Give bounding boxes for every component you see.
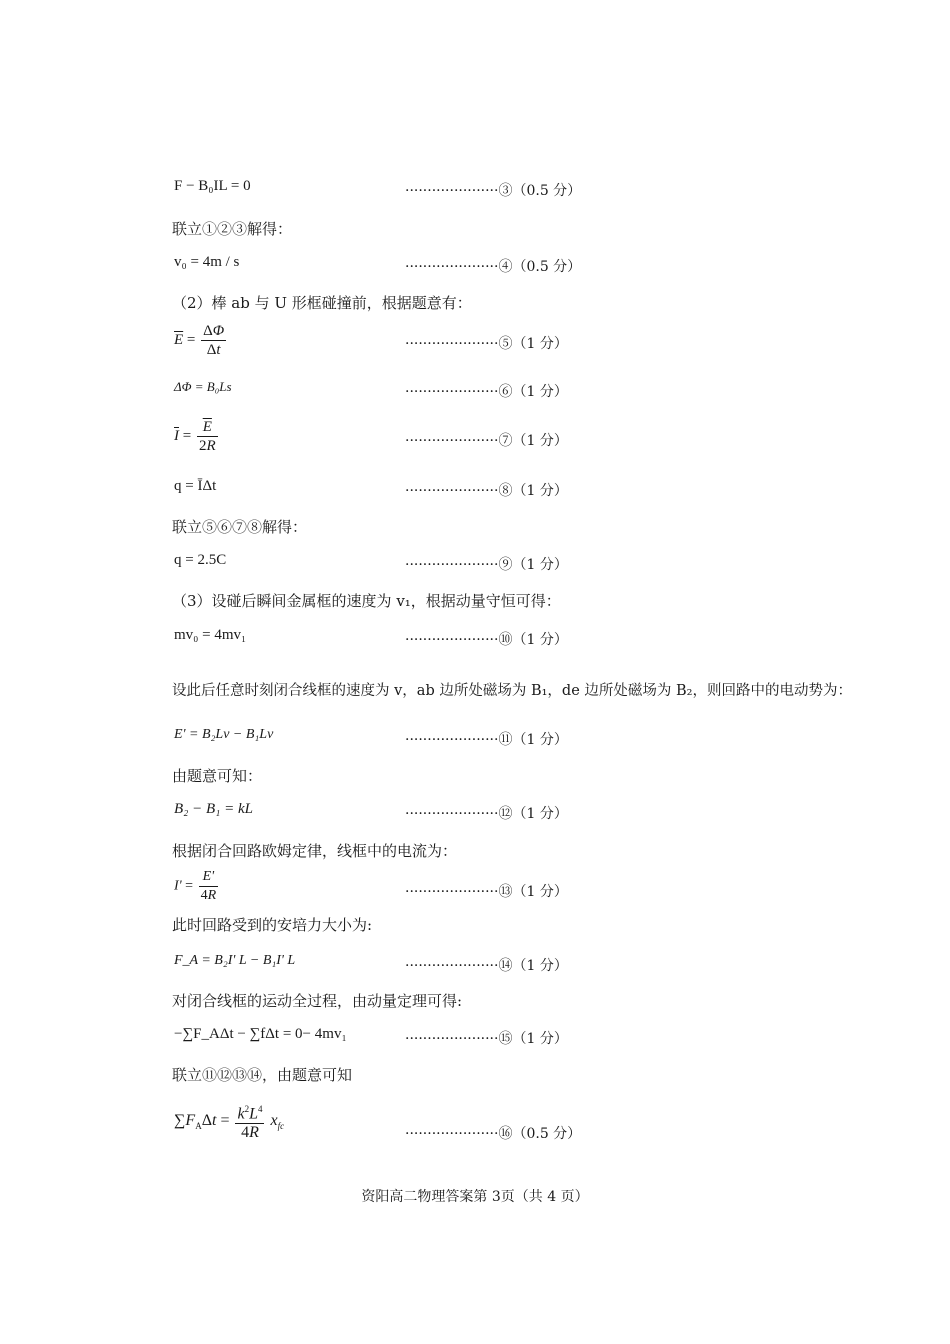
equation-12: B₂ − B₁ = kL	[174, 801, 253, 817]
combine-text-2: 联立⑤⑥⑦⑧解得：	[172, 518, 308, 536]
equation-15: −∑F_AΔt − ∑fΔt = 0− 4mv₁	[174, 1026, 347, 1042]
score-7: ·····················⑦（1 分）	[405, 433, 568, 449]
score-3: ·····················③（0.5 分）	[405, 183, 582, 199]
equation-13: I' = $\frac{E'}{4R}$	[174, 869, 217, 903]
equation-16: $\sum F_A\Delta t$ = $\frac{k^2L^4}{4R}$ $x_{fc}$	[174, 1100, 284, 1142]
score-4: ·····················④（0.5 分）	[405, 259, 582, 275]
equation-11: E' = B₂Lv − B₁Lv	[174, 727, 274, 742]
equation-6: ΔΦ = B₀Ls	[174, 379, 232, 394]
score-16: ·····················⑯（0.5 分）	[405, 1126, 582, 1142]
score-5: ·····················⑤（1 分）	[405, 336, 568, 352]
score-11: ·····················⑪（1 分）	[405, 732, 568, 748]
equation-7: $\overline{I}$ = $\frac{\overline{E}}{2R}$	[174, 419, 216, 454]
ohm-law-text: 根据闭合回路欧姆定律，线框中的电流为：	[172, 842, 458, 860]
score-14: ·····················⑭（1 分）	[405, 958, 568, 974]
equation-8: q = ĪΔt	[174, 478, 217, 494]
score-12: ·····················⑫（1 分）	[405, 806, 568, 822]
part2-heading: （2）棒 ab 与 U 形框碰撞前，根据题意有：	[172, 294, 472, 312]
score-9: ·····················⑨（1 分）	[405, 557, 568, 573]
given-text: 由题意可知：	[172, 767, 263, 785]
page-footer: 资阳高二物理答案第 3页（共 4 页）	[361, 1189, 589, 1205]
ampere-text: 此时回路受到的安培力大小为:	[172, 916, 373, 934]
score-6: ·····················⑥（1 分）	[405, 384, 568, 400]
score-10: ·····················⑩（1 分）	[405, 632, 568, 648]
momentum-text: 对闭合线框的运动全过程，由动量定理可得:	[172, 992, 463, 1010]
equation-14: F_A = B₂I' L − B₁I' L	[174, 953, 296, 968]
combine-text-1: 联立①②③解得：	[172, 220, 293, 238]
equation-4: v₀ = 4m / s	[174, 254, 240, 270]
equation-3: F − B₀IL = 0	[174, 178, 251, 194]
score-8: ·····················⑧（1 分）	[405, 483, 568, 499]
part3-heading: （3）设碰后瞬间金属框的速度为 v₁，根据动量守恒可得：	[172, 592, 561, 610]
setup-text: 设此后任意时刻闭合线框的速度为 v，ab 边所处磁场为 B₁，de 边所处磁场为 B₂，则回路中的电动势为：	[172, 683, 852, 699]
equation-10: mv₀ = 4mv₁	[174, 627, 247, 643]
equation-5: $\overline{E}$ = $\frac{\Delta\Phi}{\Delta t}$	[174, 323, 225, 358]
equation-9: q = 2.5C	[174, 552, 227, 568]
score-15: ·····················⑮（1 分）	[405, 1031, 568, 1047]
score-13: ·····················⑬（1 分）	[405, 884, 568, 900]
combine-text-3: 联立⑪⑫⑬⑭，由题意可知	[172, 1066, 353, 1084]
